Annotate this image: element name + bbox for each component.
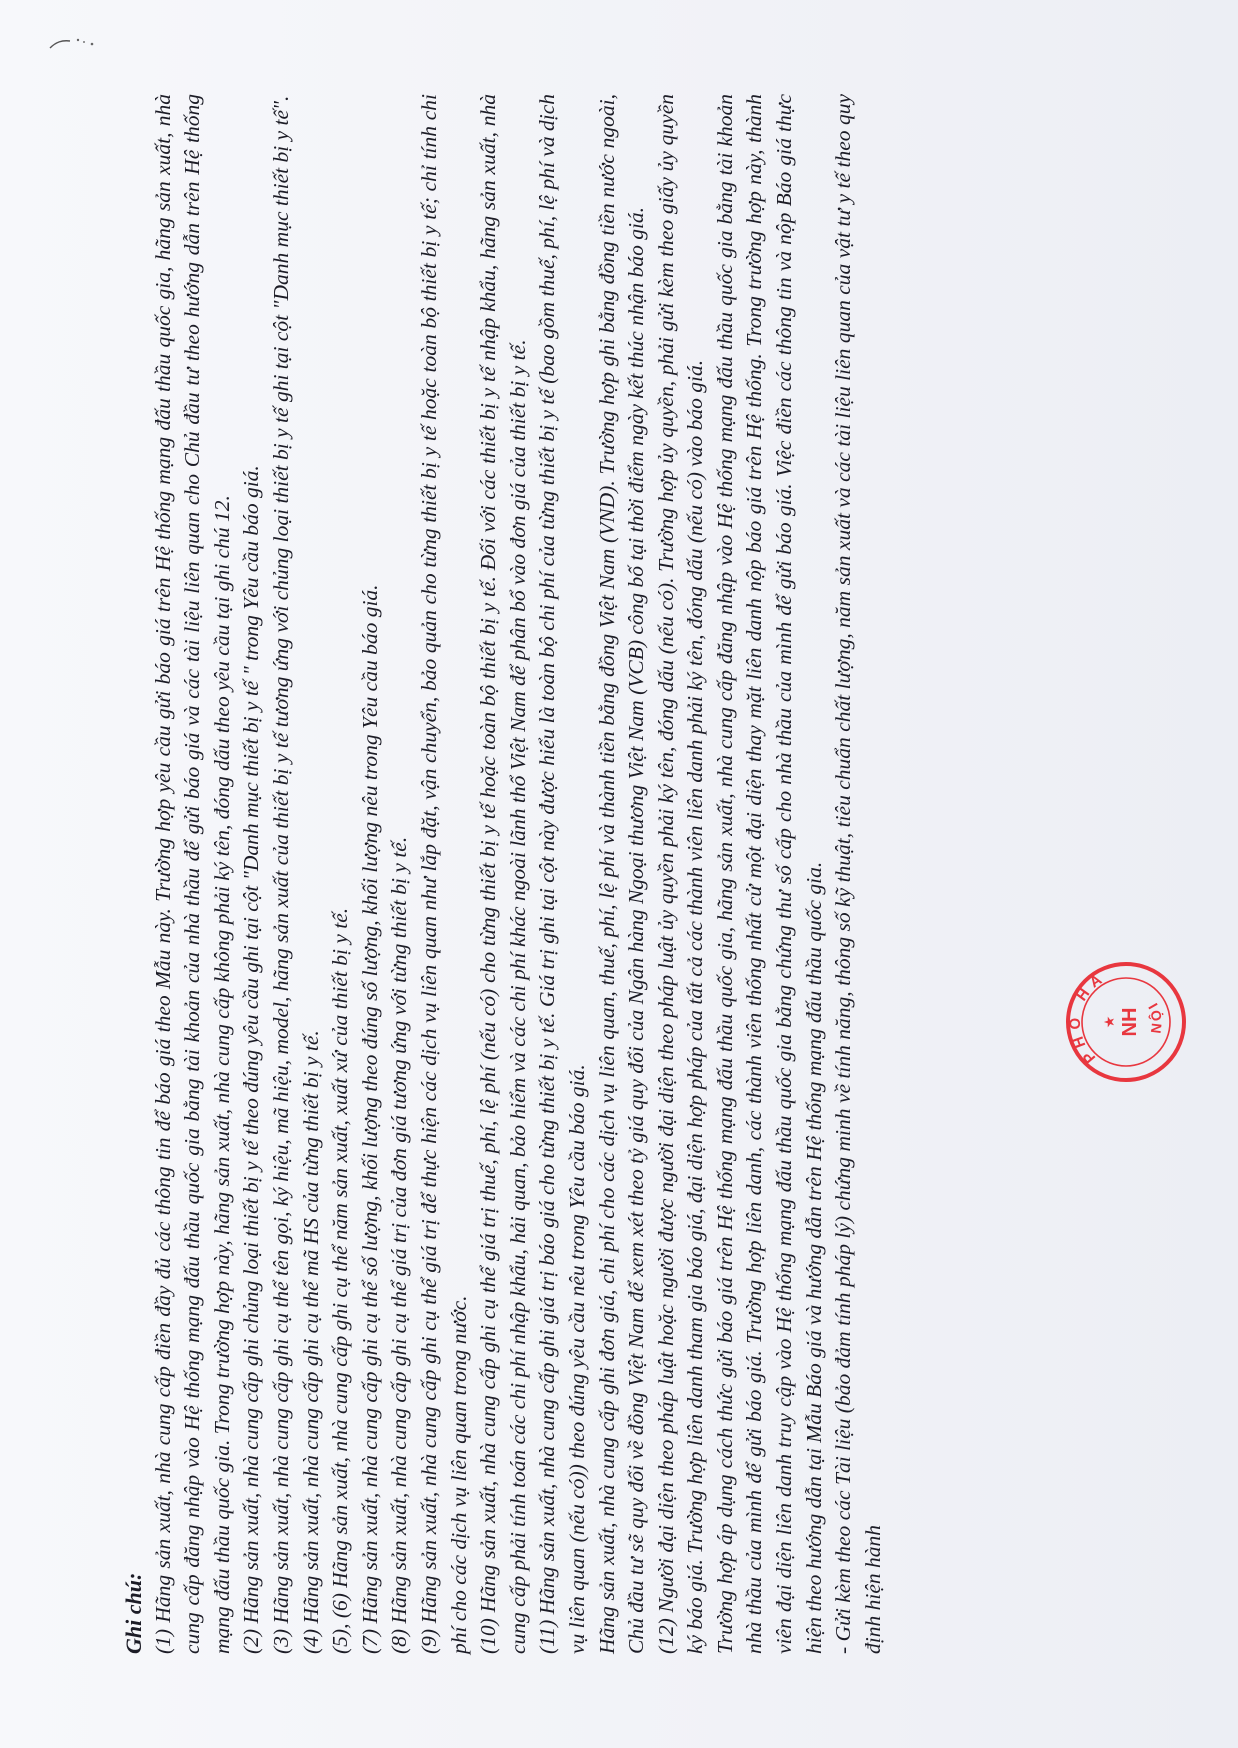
scan-speck <box>48 36 98 52</box>
note-4: (4) Hãng sản xuất, nhà cung cấp ghi cụ thể mã HS của từng thiết bị y tế. <box>298 1030 323 1654</box>
notes-title: Ghi chú: <box>121 1572 146 1654</box>
svg-text:NH: NH <box>1119 1007 1141 1037</box>
note-2: (2) Hãng sản xuất, nhà cung cấp ghi chủng loại thiết bị y tế theo đúng yêu cầu ghi tại cột "Danh mục thiết bị y tế " trong Yêu cầu báo giá. <box>239 465 264 1654</box>
note-8: (8) Hãng sản xuất, nhà cung cấp ghi cụ thể giá trị của đơn giá tương ứng với từng thiết bị y tế. <box>387 836 412 1654</box>
svg-text:NỘI: NỘI <box>1142 997 1166 1035</box>
svg-text:PHỐ HÀ: PHỐ HÀ <box>1066 967 1111 1067</box>
note-11: (11) Hãng sản xuất, nhà cung cấp ghi giá trị báo giá cho từng thiết bị y tế. Giá trị ghi tại cột này được hiểu là toàn bộ chi phí của từng thiết bị y tế (bao gồm thuế, phí, lệ phí và dịch vụ liên quan (nếu có)) theo đúng yêu cầu nêu trong Yêu cầu báo giá. <box>535 94 589 1654</box>
note-online-submission: Trường hợp áp dụng cách thức gửi báo giá trên Hệ thống mạng đấu thầu quốc gia, hãng sản xuất, nhà cung cấp đăng nhập vào Hệ thống mạng đấu thầu quốc gia bằng tài khoản nhà thầu của mình để gửi báo giá. Trường hợp liên danh, các thành viên thống nhất cử một đại diện thay mặt liên danh nộp báo giá trên Hệ thống. Trong trường hợp này, thành viên đại diện liên danh truy cập vào Hệ thống mạng đấu thầu quốc gia bằng chứng thư số cấp cho nhà thầu của mình để gửi báo giá. Việc điền các thông tin và nộp Báo giá thực hiện theo hướng dẫn tại Mẫu Báo giá và hướng dẫn trên Hệ thống mạng đấu thầu quốc gia. <box>712 94 826 1654</box>
note-1: (1) Hãng sản xuất, nhà cung cấp điền đầy đủ các thông tin để báo giá theo Mẫu này. Trường hợp yêu cầu gửi báo giá trên Hệ thống mạng đấu thầu quốc gia, hãng sản xuất, nhà cung cấp đăng nhập vào Hệ thống mạng đấu thầu quốc gia bằng tài khoản của nhà thầu để gửi báo giá và các tài liệu liên quan cho Chủ đầu tư theo hướng dẫn trên Hệ thống mạng đấu thầu quốc gia. Trong trường hợp này, hãng sản xuất, nhà cung cấp không phải ký tên, đóng dấu theo yêu cầu tại ghi chú 12. <box>150 94 234 1654</box>
note-attachments: - Gửi kèm theo các Tài liệu (bảo đảm tính pháp lý) chứng minh về tính năng, thông số kỹ thuật, tiêu chuẩn chất lượng, năm sản xuất và các tài liệu liên quan của vật tư y tế theo quy định hiện hành <box>831 94 885 1654</box>
note-10: (10) Hãng sản xuất, nhà cung cấp ghi cụ thể giá trị thuế, phí, lệ phí (nếu có) cho từng thiết bị y tế hoặc toàn bộ thiết bị y tế. Đối với các thiết bị y tế nhập khẩu, hãng sản xuất, nhà cung cấp phải tính toán các chi phí nhập khẩu, hải quan, bảo hiểm và các chi phí khác ngoài lãnh thổ Việt Nam để phân bổ vào đơn giá của thiết bị y tế. <box>476 94 530 1654</box>
note-9: (9) Hãng sản xuất, nhà cung cấp ghi cụ thể giá trị để thực hiện các dịch vụ liên quan như lắp đặt, vận chuyển, bảo quản cho từng thiết bị y tế hoặc toàn bộ thiết bị y tế; chỉ tính chi phí cho các dịch vụ liên quan trong nước. <box>416 94 471 1654</box>
note-3: (3) Hãng sản xuất, nhà cung cấp ghi cụ thể tên gọi, ký hiệu, mã hiệu, model, hãng sản xuất của thiết bị y tế tương ứng với chủng loại thiết bị y tế ghi tại cột "Danh mục thiết bị y tế". <box>268 95 293 1654</box>
rotated-notes-block <box>119 94 1119 1654</box>
svg-text:★: ★ <box>1101 1015 1117 1029</box>
note-5-6: (5), (6) Hãng sản xuất, nhà cung cấp ghi cụ thể năm sản xuất, xuất xứ của thiết bị y tế. <box>328 907 353 1654</box>
red-seal-stamp <box>1062 958 1190 1086</box>
note-12: (12) Người đại diện theo pháp luật hoặc người được người đại diện theo pháp luật ủy quyền phải ký tên, đóng dấu (nếu có). Trường hợp ủy quyền, phải gửi kèm theo giấy ủy quyền ký báo giá. Trường hợp liên danh tham gia báo giá, đại diện hợp pháp của tất cả các thành viên liên danh phải ký tên, đóng dấu (nếu có) vào báo giá. <box>653 94 708 1654</box>
note-7: (7) Hãng sản xuất, nhà cung cấp ghi cụ thể số lượng, khối lượng theo đúng số lượng, khối lượng nêu trong Yêu cầu báo giá. <box>357 584 382 1654</box>
note-11-currency: Hãng sản xuất, nhà cung cấp ghi đơn giá, chi phí cho các dịch vụ liên quan, thuế, phí, lệ phí và thành tiền bằng đồng Việt Nam (VND). Trường hợp ghi bằng đồng tiền nước ngoài, Chủ đầu tư sẽ quy đổi về đồng Việt Nam để xem xét theo tỷ giá quy đổi của Ngân hàng Ngoại thương Việt Nam (VCB) công bố tại thời điểm ngày kết thúc nhận báo giá. <box>594 94 649 1654</box>
